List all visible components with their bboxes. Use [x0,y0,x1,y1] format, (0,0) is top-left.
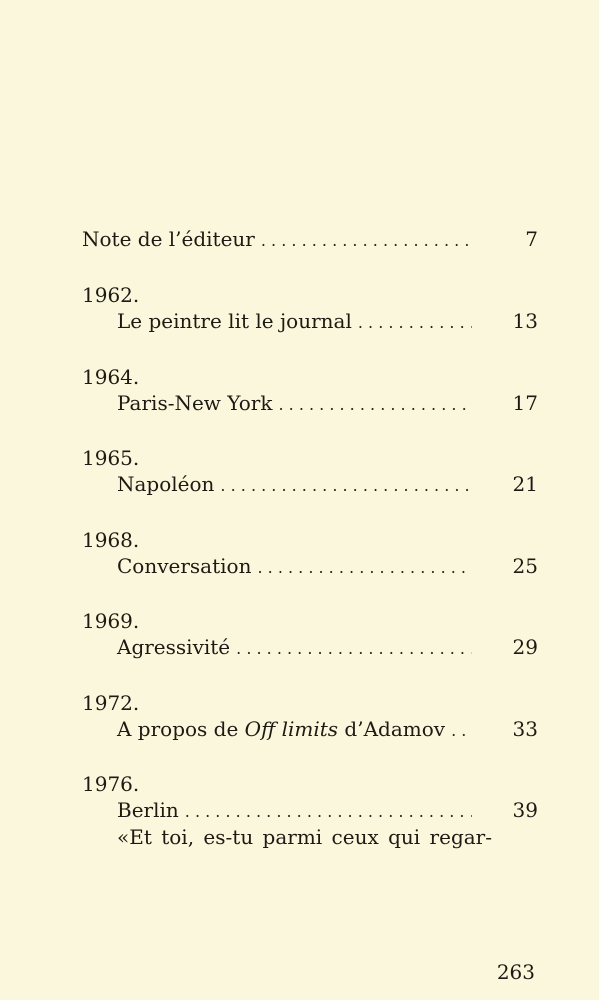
entry-page: 33 [512,717,538,741]
entry-page: 17 [512,391,538,415]
entry-page: 13 [512,309,538,333]
dot-leader [185,799,472,825]
entry-page: 39 [512,798,538,822]
toc-entry [117,634,538,660]
entry-title-italic: Off limits [244,717,339,741]
entry-page: 29 [512,635,538,659]
entry-title: Berlin [117,798,179,822]
entry-page: 7 [525,227,538,251]
entry-title: Paris-New York [117,391,273,415]
toc-entry [117,553,538,579]
toc-entry [117,716,538,742]
dot-leader [257,555,472,581]
year-heading: 1964. [82,365,140,389]
entry-title: Le peintre lit le journal [117,309,352,333]
year-heading: 1965. [82,446,140,470]
year-heading: 1962. [82,283,140,307]
entry-title-post: d’Adamov [338,717,446,741]
entry-title [117,716,445,742]
dot-leader [278,392,472,418]
toc-entry-note [82,226,538,252]
dot-leader [358,310,472,336]
year-heading: 1976. [82,772,140,796]
entry-title: Conversation [117,554,252,578]
year-heading: 1968. [82,528,140,552]
entry-page: 25 [512,554,538,578]
dot-leader [261,228,472,254]
toc-entry [117,471,538,497]
entry-title: Agressivité [117,635,231,659]
year-heading: 1969. [82,609,140,633]
entry-page: 21 [512,472,538,496]
toc-entry [117,390,538,416]
dot-leader [451,718,472,744]
year-heading: 1972. [82,691,140,715]
entry-continuation: «Et toi, es-tu parmi ceux qui regar- [117,825,492,849]
entry-title-pre: A propos de [117,717,245,741]
entry-title: Napoléon [117,472,215,496]
dot-leader [236,636,472,662]
toc-entry [117,308,538,334]
toc-entry [117,797,538,823]
page-number: 263 [496,960,535,984]
dot-leader [220,473,472,499]
entry-title: Note de l’éditeur [82,227,255,251]
